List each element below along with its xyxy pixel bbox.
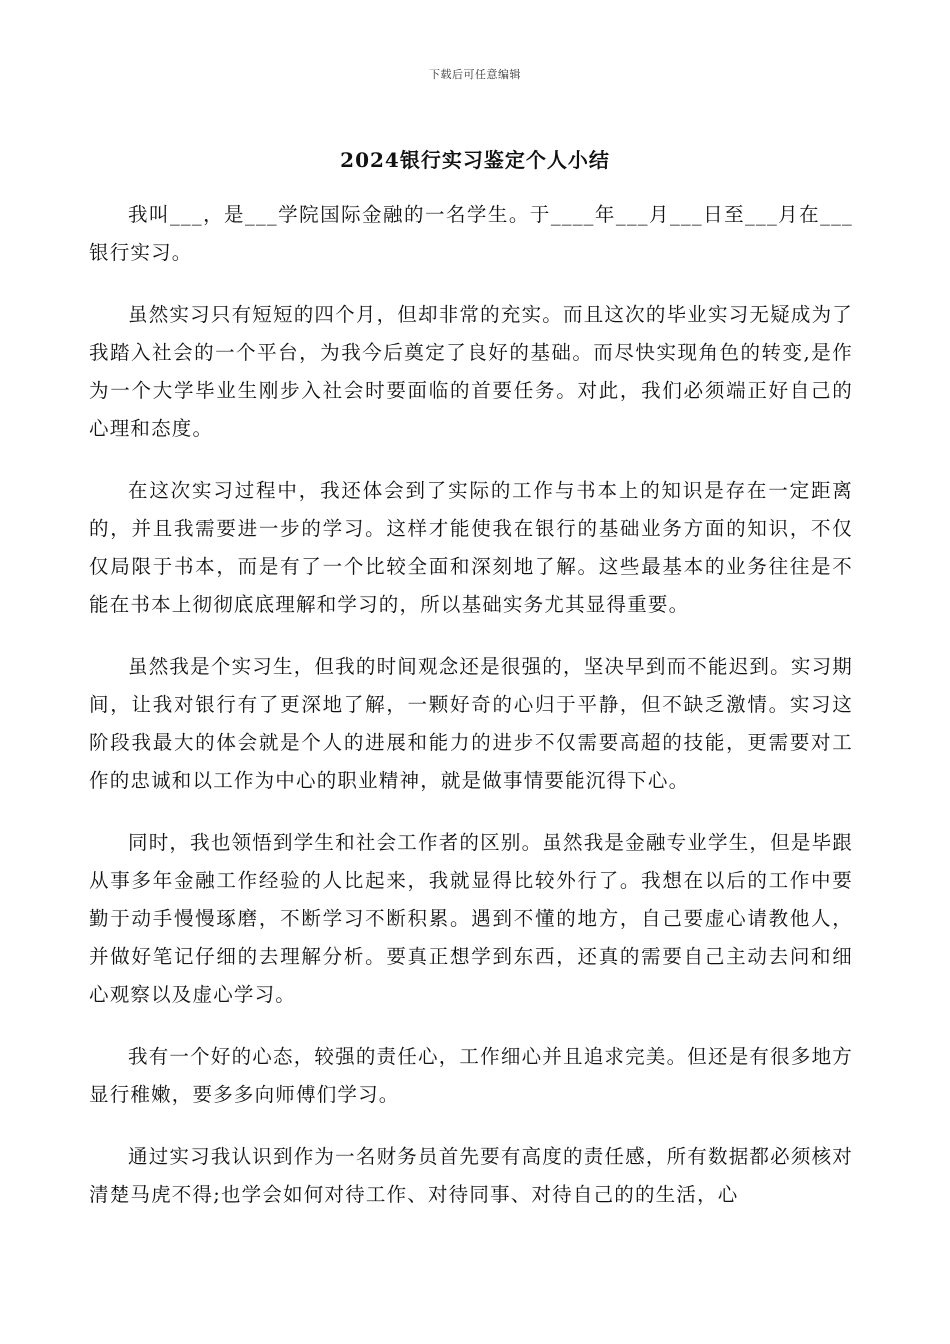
paragraph-practice-vs-theory: 在这次实习过程中，我还体会到了实际的工作与书本上的知识是存在一定距离的，并且我需要进一步的学习。这样才能使我在银行的基础业务方面的知识，不仅仅局限于书本，而是有了一个比较全面和深刻地了解。这些最基本的业务往往是不能在书本上彻彻底底理解和学习的，所以基础实务尤其显得重要。 — [89, 479, 853, 616]
paragraph-intro: 我叫___，是___学院国际金融的一名学生。于____年___月___日至___月在___银行实习。 — [89, 203, 853, 264]
paragraph-time-management: 虽然我是个实习生，但我的时间观念还是很强的，坚决早到而不能迟到。实习期间，让我对银行有了更深地了解，一颗好奇的心归于平静，但不缺乏激情。实习这阶段我最大的体会就是个人的进展和能力的进步不仅需要高超的技能，更需要对工作的忠诚和以工作为中心的职业精神，就是做事情要能沉得下心。 — [89, 655, 853, 792]
paragraph-internship-overview: 虽然实习只有短短的四个月，但却非常的充实。而且这次的毕业实习无疑成为了我踏入社会的一个平台，为我今后奠定了良好的基础。而尽快实现角色的转变,是作为一个大学毕业生刚步入社会时要面临的首要任务。对此，我们必须端正好自己的心理和态度。 — [89, 303, 853, 440]
paragraph-student-vs-worker: 同时，我也领悟到学生和社会工作者的区别。虽然我是金融专业学生，但是毕跟从事多年金融工作经验的人比起来，我就显得比较外行了。我想在以后的工作中要勤于动手慢慢琢磨，不断学习不断积累。遇到不懂的地方，自己要虚心请教他人，并做好笔记仔细的去理解分析。要真正想学到东西，还真的需要自己主动去问和细心观察以及虚心学习。 — [89, 831, 853, 1006]
paragraph-attitude: 我有一个好的心态，较强的责任心，工作细心并且追求完美。但还是有很多地方显行稚嫩，要多多向师傅们学习。 — [89, 1045, 853, 1106]
paragraph-responsibility: 通过实习我认识到作为一名财务员首先要有高度的责任感，所有数据都必须核对清楚马虎不得;也学会如何对待工作、对待同事、对待自己的的生活，心 — [89, 1145, 853, 1206]
document-body — [89, 196, 853, 1238]
header-note: 下载后可任意编辑 — [429, 68, 521, 81]
document-title: 2024银行实习鉴定个人小结 — [340, 148, 610, 172]
